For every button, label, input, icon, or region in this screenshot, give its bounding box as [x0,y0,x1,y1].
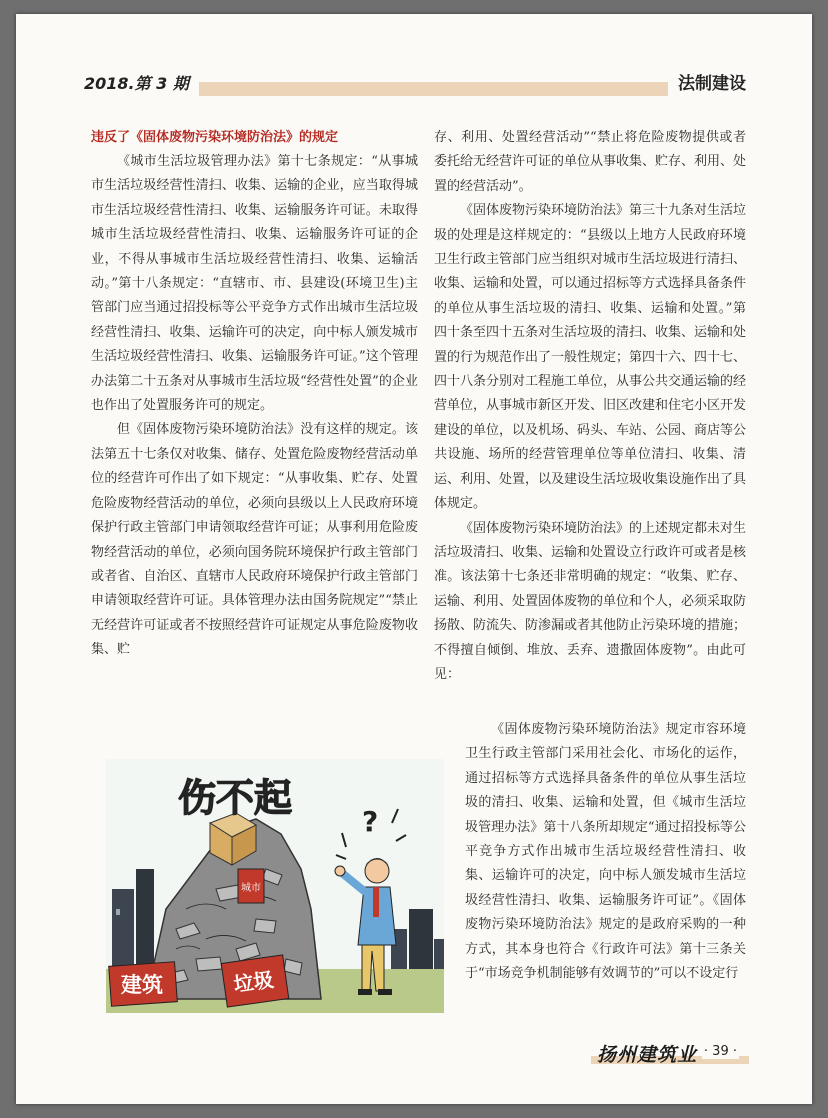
paragraph: 但《固体废物污染环境防治法》没有这样的规定。该法第五十七条仅对收集、储存、处置危险废物经营活动单位的经营许可作出了如下规定：“从事收集、贮存、处置危险废物经营活动的单位，必须向县级以上人民政府环境保护行政主管部门申请领取经营许可证；从事利用危险废物经营活动的单位，必须向国务院环境保护行政主管部门或者省、自治区、直辖市人民政府环境保护行政主管部门申请领取经营许可证。具体管理办法由国务院规定”“禁止无经营许可证或者不按照经营许可证规定从事危险废物收集、贮 [91,422,418,658]
magazine-logo: 扬州建筑业 [597,1044,698,1066]
page-footer [591,1042,749,1066]
right-column-bottom [465,718,746,986]
issue-label: 2018.第 3 期 [84,72,199,96]
construction-sign-text: 建筑 [121,973,163,997]
page-header [84,72,746,100]
cartoon-illustration [106,759,444,1013]
paragraph-continuation: 存、利用、处置经营活动”“禁止将危险废物提供或者委托给无经营许可证的单位从事收集、贮存、利用、处置的经营活动”。 [434,130,747,194]
section-title: 法制建设 [668,72,746,96]
page-number: · 39 · [703,1044,737,1059]
subheading: 违反了《固体废物污染环境防治法》的规定 [91,130,339,145]
cartoon-title-text: 伤不起 [178,776,293,820]
right-column-top [434,126,746,687]
cartoon-svg [106,759,444,1013]
left-column [91,126,418,663]
header-bar [106,82,746,96]
magazine-page [16,14,812,1104]
question-mark: ? [362,805,379,838]
paragraph: 《固体废物污染环境防治法》第三十九条对生活垃圾的处理是这样规定的：“县级以上地方人民政府环境卫生行政主管部门应当组织对城市生活垃圾进行清扫、收集、运输和处置，可以通过招标等方式选择具备条件的单位从事生活垃圾的清扫、收集、运输和处置。”第四十条至四十五条对生活垃圾的清扫、收集、运输和处置的行为规范作出了一般性规定；第四十六、四十七、四十八条分别对工程施工单位，从事公共交通运输的经营单位，从事城市新区开发、旧区改建和住宅小区开发建设的单位，以及机场、码头、车站、公园、商店等公共设施、场所的经营管理单位等单位清扫、收集、清运、利用、处置，以及建设生活垃圾收集设施作出了具体规定。 [434,203,747,512]
city-sign-text: 城市 [241,883,261,894]
paragraph: 《城市生活垃圾管理办法》第十七条规定：“从事城市生活垃圾经营性清扫、收集、运输的企业，应当取得城市生活垃圾经营性清扫、收集、运输服务许可证。未取得城市生活垃圾经营性清扫、收集、运输服务许可证的企业，不得从事城市生活垃圾经营性清扫、收集、运输活动。”第十八条规定：“直辖市、市、县建设(环境卫生)主管部门应当通过招投标等公平竞争方式作出城市生活垃圾经营性清扫、收集、运输许可的决定，向中标人颁发城市生活垃圾经营性清扫、收集、运输服务许可证。”这个管理办法第二十五条对从事城市生活垃圾“经营性处置”的企业也作出了处置服务许可的规定。 [91,154,418,414]
garbage-sign-text: 垃圾 [232,967,276,997]
paragraph: 《固体废物污染环境防治法》规定市容环境卫生行政主管部门采用社会化、市场化的运作，通过招标等方式选择具备条件的单位从事生活垃圾的清扫、收集、运输和处置，但《城市生活垃圾管理办法》第十八条所却规定“通过招投标等公平竞争方式作出城市生活垃圾经营性清扫、收集、运输许可的决定，向中标人颁发城市生活垃圾经营性清扫、收集、运输服务许可证”。《固体废物污染环境防治法》规定的是政府采购的一种方式，其本身也符合《行政许可法》第十三条关于“市场竞争机制能够有效调节的”可以不设定行 [465,722,746,982]
paragraph: 《固体废物污染环境防治法》的上述规定都未对生活垃圾清扫、收集、运输和处置设立行政许可或者是核准。该法第十七条还非常明确的规定：“收集、贮存、运输、利用、处置固体废物的单位和个人，必须采取防扬散、防流失、防渗漏或者其他防止污染环境的措施；不得擅自倾倒、堆放、丢弃、遗撒固体废物”。由此可见： [434,520,747,682]
